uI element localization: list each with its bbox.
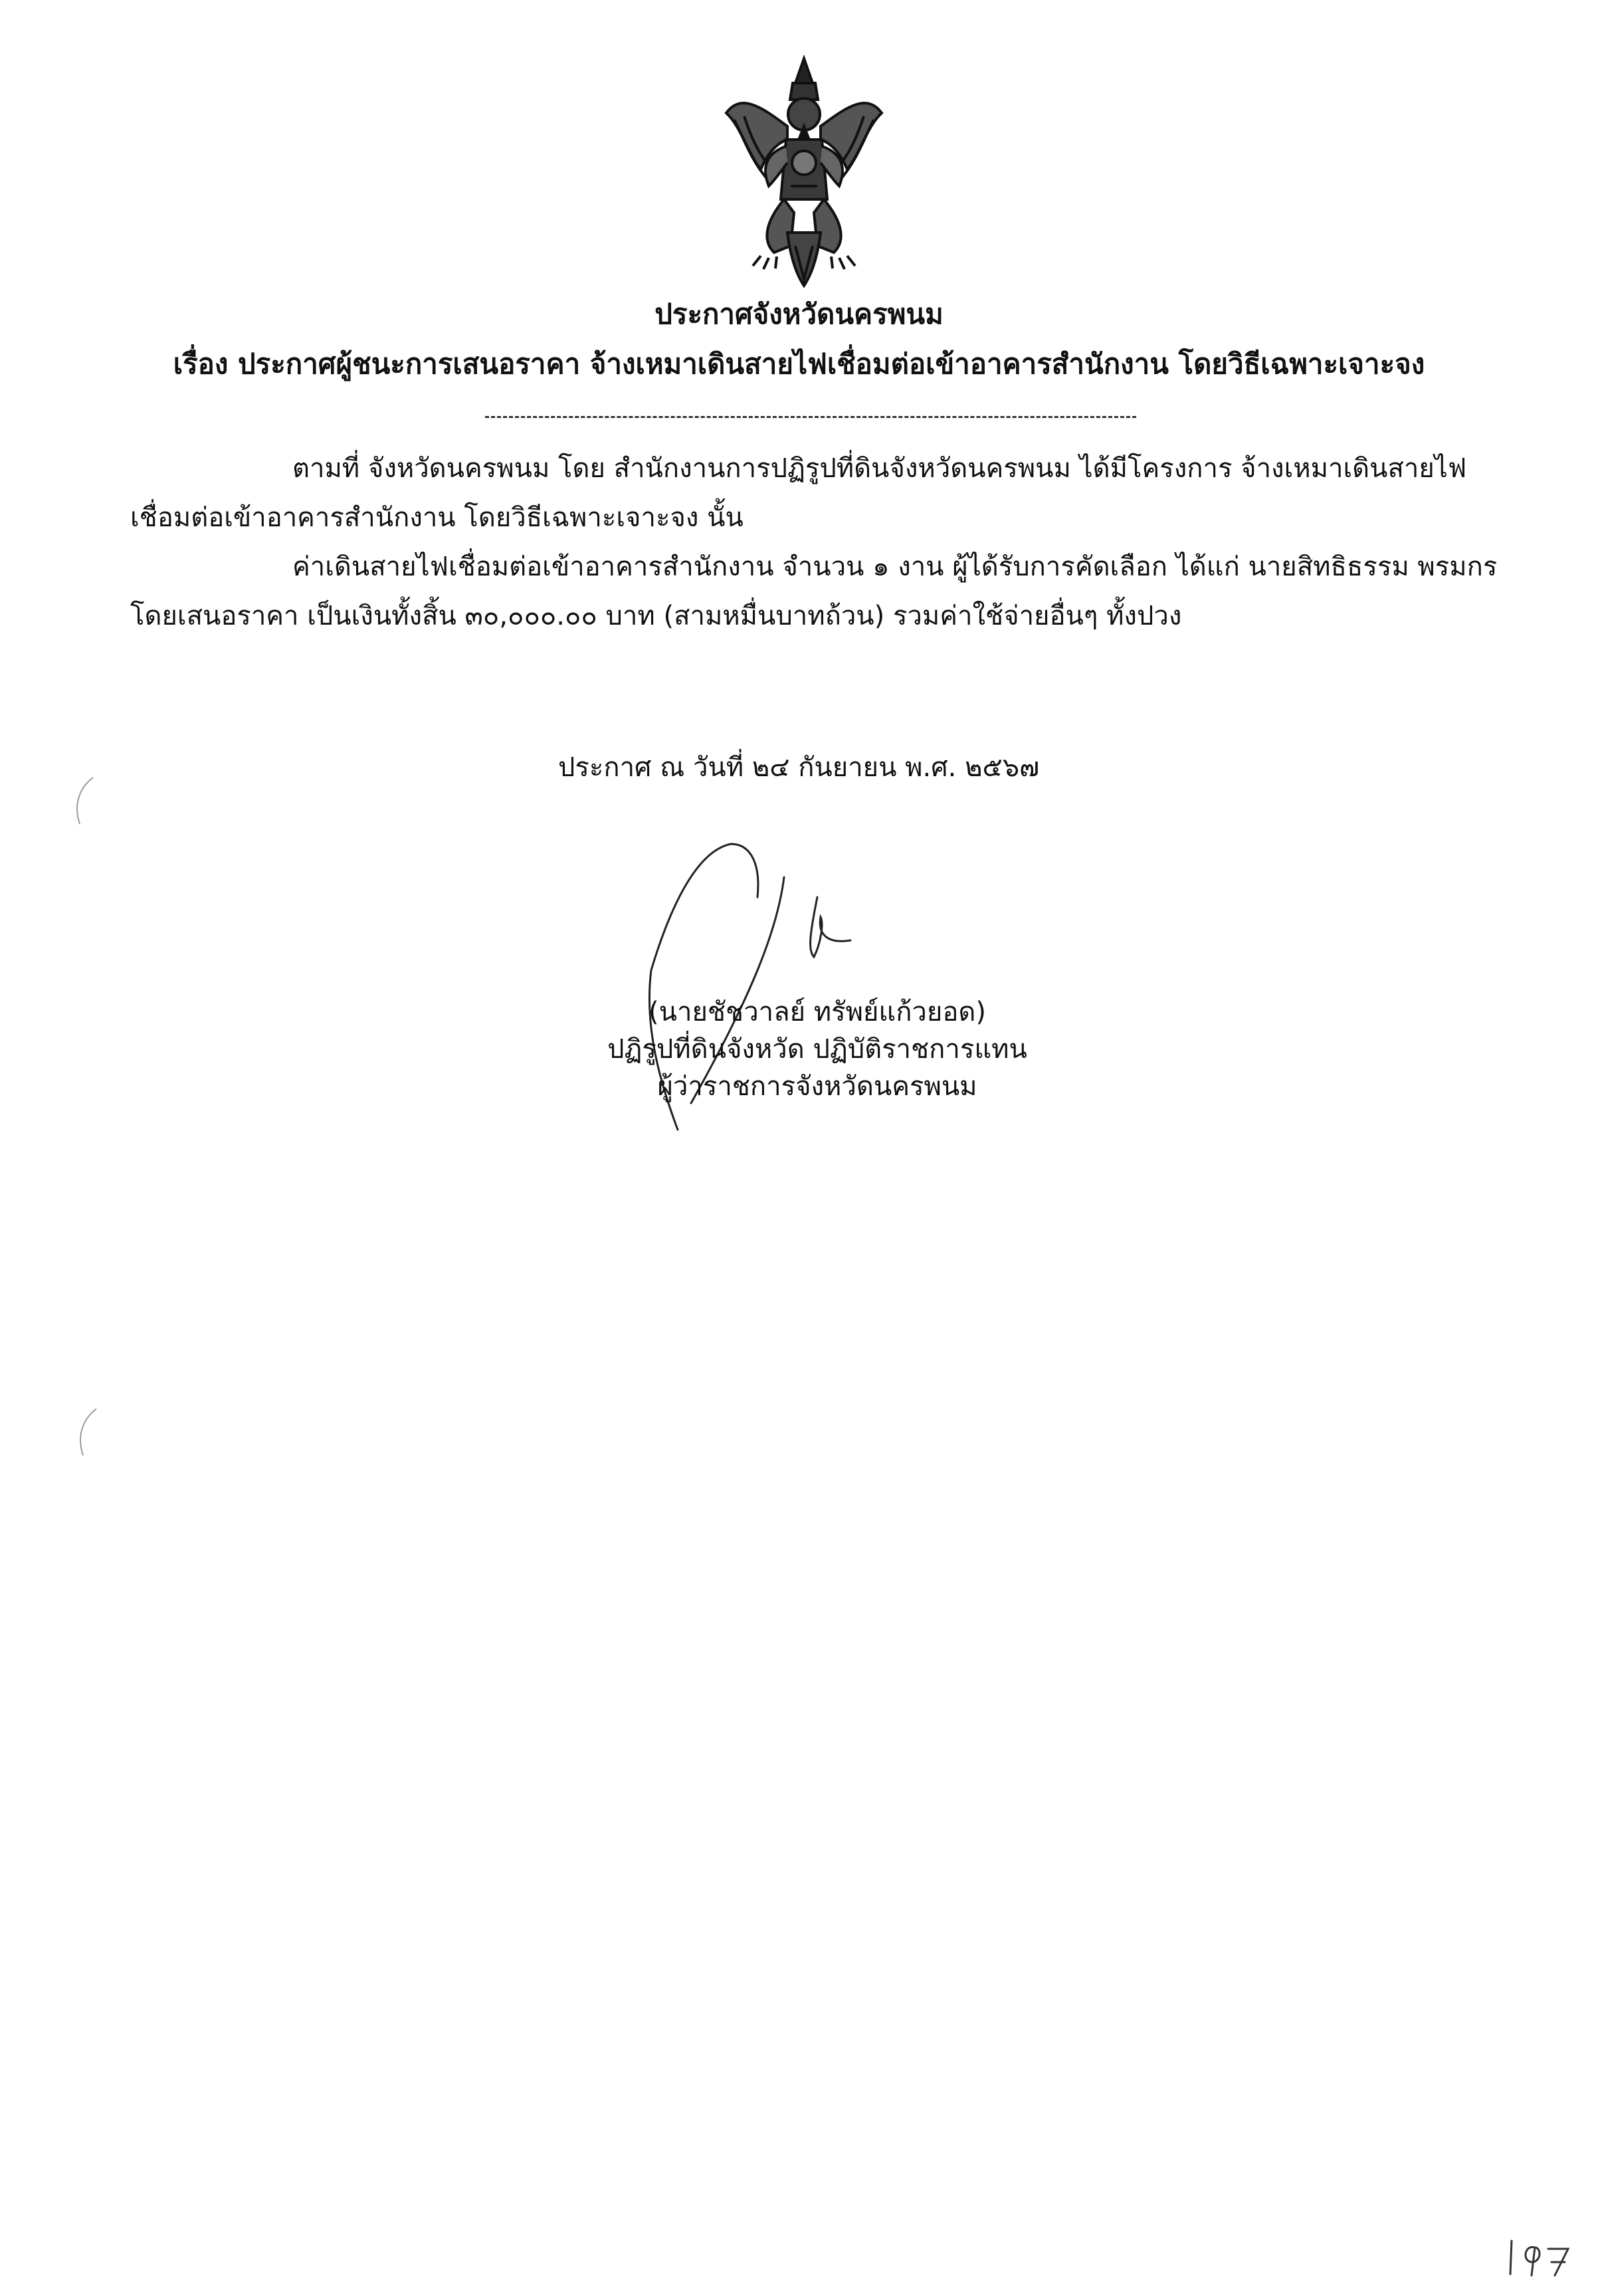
garuda-emblem-icon (721, 53, 887, 292)
paragraph-1-line-2: เชื่อมต่อเข้าอาคารสำนักงาน โดยวิธีเฉพาะเจาะจง นั้น (130, 502, 744, 533)
handwritten-page-number (1505, 2234, 1571, 2281)
document-subject: เรื่อง ประกาศผู้ชนะการเสนอราคา จ้างเหมาเดินสายไฟเชื่อมต่อเข้าอาคารสำนักงาน โดยวิธีเฉพาะเจาะจง (173, 348, 1425, 380)
title-divider (485, 416, 1136, 418)
paragraph-2-line-1: ค่าเดินสายไฟเชื่อมต่อเข้าอาคารสำนักงาน จำนวน ๑ งาน ผู้ได้รับการคัดเลือก ได้แก่ นายสิทธิธรรม พรมกร (292, 552, 1498, 582)
signature-block (518, 993, 1116, 1105)
scan-artifact (60, 771, 106, 831)
signer-name: (นายชัชวาลย์ ทรัพย์แก้วยอด) (649, 997, 986, 1027)
scan-artifact (63, 1402, 110, 1462)
announcement-date: ประกาศ ณ วันที่ ๒๔ กันยายน พ.ศ. ๒๕๖๗ (558, 752, 1040, 783)
signer-position: ปฏิรูปที่ดินจังหวัด ปฏิบัติราชการแทน (607, 1034, 1027, 1065)
signer-position-acting-for: ผู้ว่าราชการจังหวัดนครพนม (657, 1071, 977, 1102)
document-title: ประกาศจังหวัดนครพนม (654, 298, 944, 330)
paragraph-1-line-1: ตามที่ จังหวัดนครพนม โดย สำนักงานการปฏิรูปที่ดินจังหวัดนครพนม ได้มีโครงการ จ้างเหมาเดินสายไฟ (292, 453, 1467, 484)
paragraph-2-line-2: โดยเสนอราคา เป็นเงินทั้งสิ้น ๓๐,๐๐๐.๐๐ บาท (สามหมื่นบาทถ้วน) รวมค่าใช้จ่ายอื่นๆ ทั้งปวง (130, 601, 1182, 631)
